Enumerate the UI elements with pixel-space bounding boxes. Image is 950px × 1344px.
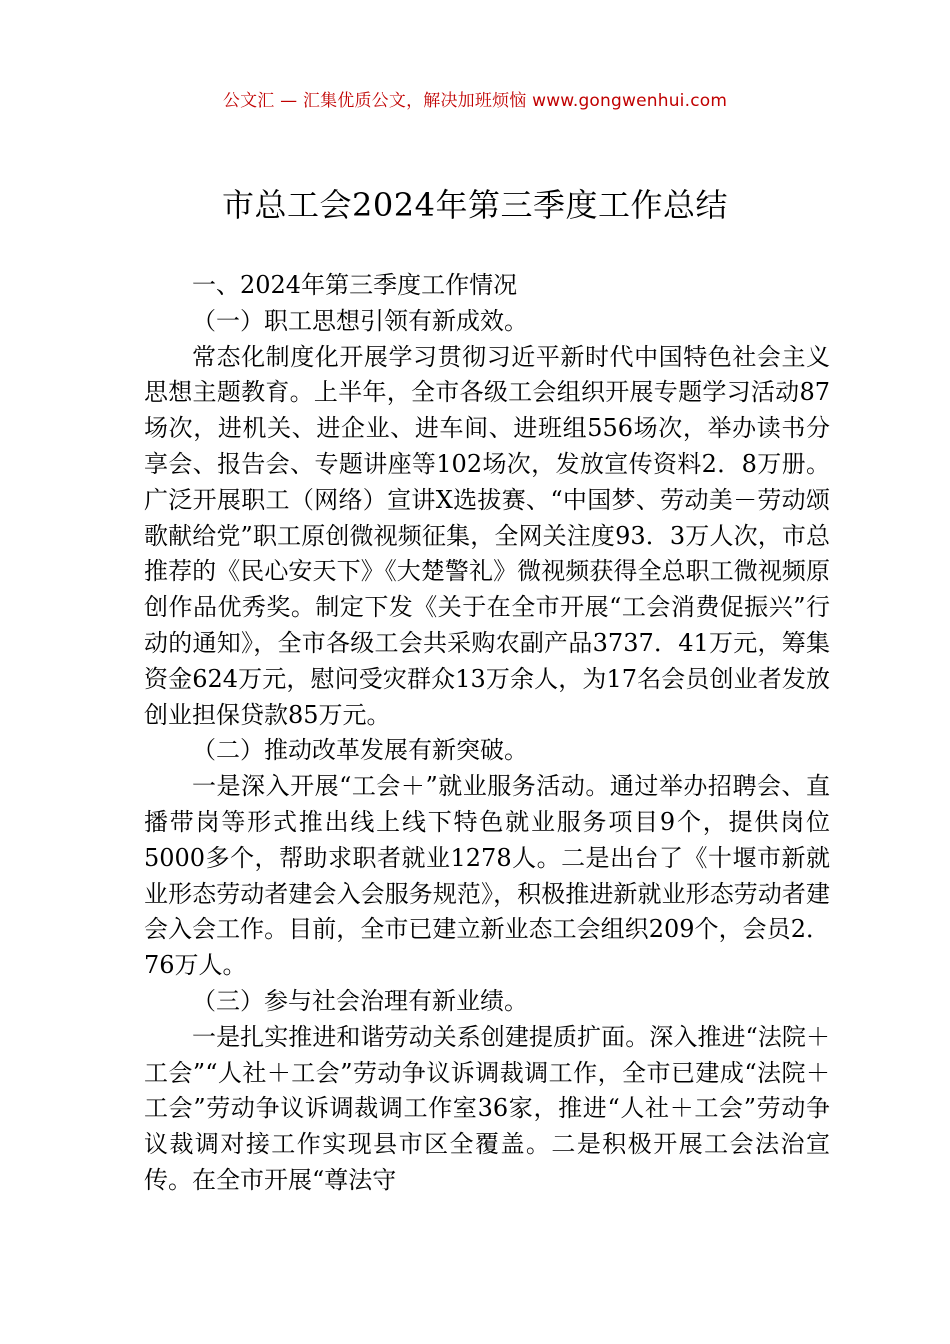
document-body — [144, 268, 830, 1199]
body-paragraph: 一是深入开展“工会＋”就业服务活动。通过举办招聘会、直播带岗等形式推出线上线下特色就业服务项目9个，提供岗位5000多个，帮助求职者就业1278人。二是出台了《十堰市新就业形态劳动者建会入会服务规范》，积极推进新就业形态劳动者建会入会工作。目前，全市已建立新业态工会组织209个，会员2．76万人。 — [144, 772, 830, 980]
subsection-heading: （一）职工思想引领有新成效。 — [192, 306, 528, 335]
subsection-heading: （三）参与社会治理有新业绩。 — [192, 986, 528, 1015]
section-heading: 一、2024年第三季度工作情况 — [192, 271, 518, 299]
body-paragraph: 一是扎实推进和谐劳动关系创建提质扩面。深入推进“法院＋工会”“人社＋工会”劳动争议诉调裁调工作，全市已建成“法院＋工会”劳动争议诉调裁调工作室36家，推进“人社＋工会”劳动争议裁调对接工作实现县市区全覆盖。二是积极开展工会法治宣传。在全市开展“尊法守 — [144, 1022, 830, 1194]
document-title: 市总工会2024年第三季度工作总结 — [222, 186, 728, 224]
site-header-banner: 公文汇 — 汇集优质公文，解决加班烦恼 www.gongwenhui.com — [222, 91, 728, 111]
body-paragraph: 常态化制度化开展学习贯彻习近平新时代中国特色社会主义思想主题教育。上半年，全市各级工会组织开展专题学习活动87场次，进机关、进企业、进车间、进班组556场次，举办读书分享会、报告会、专题讲座等102场次，发放宣传资料2．8万册。广泛开展职工（网络）宣讲X选拔赛、“中国梦、劳动美－劳动颂歌献给党”职工原创微视频征集，全网关注度93．3万人次，市总推荐的《民心安天下》《大楚警礼》微视频获得全总职工微视频原创作品优秀奖。制定下发《关于在全市开展“工会消费促振兴”行动的通知》，全市各级工会共采购农副产品3737．41万元，筹集资金624万元，慰问受灾群众13万余人，为17名会员创业者发放创业担保贷款85万元。 — [144, 342, 830, 729]
subsection-heading: （二）推动改革发展有新突破。 — [192, 736, 528, 765]
